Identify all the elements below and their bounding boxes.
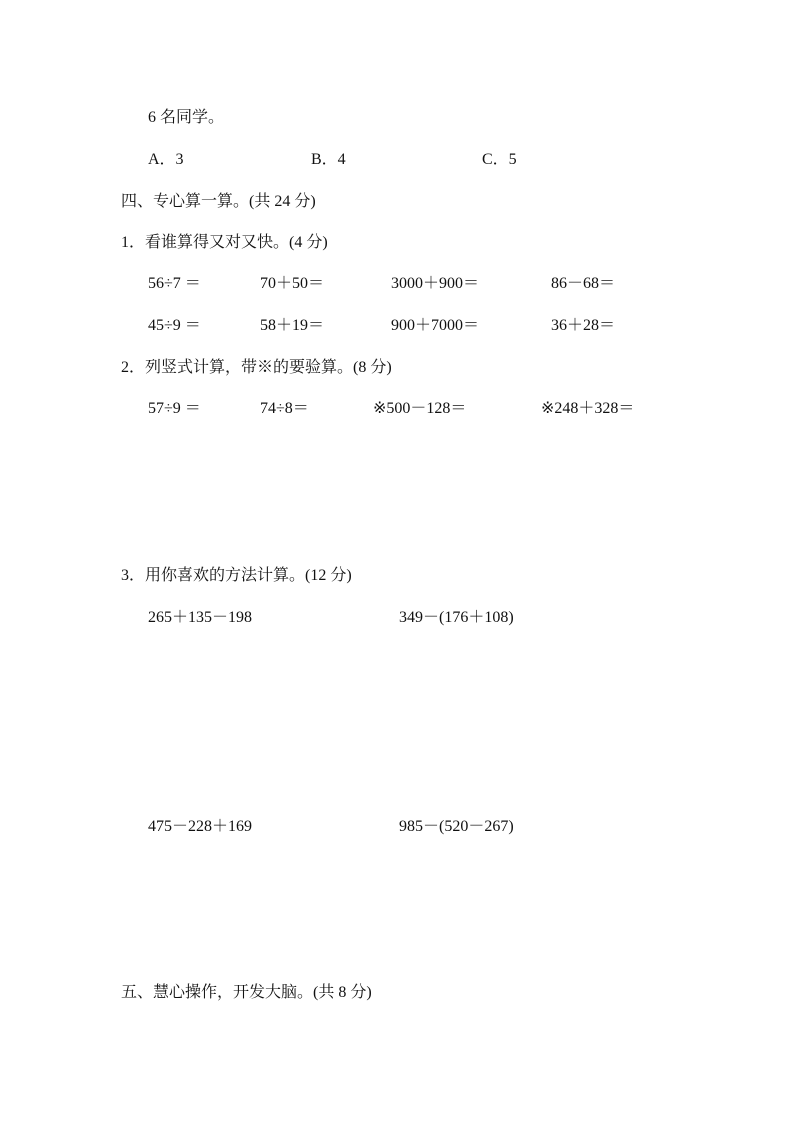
question-continuation: 6 名同学。 <box>148 109 225 126</box>
q2-title: 2．列竖式计算，带※的要验算。(8 分) <box>121 359 392 376</box>
q1-expr: 36＋28＝ <box>551 317 616 334</box>
q2-expr: 74÷8＝ <box>260 400 309 417</box>
q1-expr: 900＋7000＝ <box>391 317 480 334</box>
q1-expr: 45÷9 ＝ <box>148 317 201 334</box>
q1-expr: 3000＋900＝ <box>391 275 480 292</box>
q1-expr: 70＋50＝ <box>260 275 325 292</box>
q3-expr: 349－(176＋108) <box>399 609 514 626</box>
option-c: C．5 <box>482 151 517 168</box>
q1-title: 1．看谁算得又对又快。(4 分) <box>121 234 328 251</box>
q1-expr: 86－68＝ <box>551 275 616 292</box>
q3-expr: 265＋135－198 <box>148 609 253 626</box>
q2-expr: ※248＋328＝ <box>541 400 635 417</box>
q1-expr: 56÷7 ＝ <box>148 275 201 292</box>
q1-expr: 58＋19＝ <box>260 317 325 334</box>
q2-expr: 57÷9 ＝ <box>148 400 201 417</box>
q2-expr: ※500－128＝ <box>373 400 467 417</box>
q3-title: 3．用你喜欢的方法计算。(12 分) <box>121 567 352 584</box>
section-4-title: 四、专心算一算。(共 24 分) <box>121 193 316 210</box>
section-5-title: 五、慧心操作，开发大脑。(共 8 分) <box>121 984 372 1001</box>
q3-expr: 475－228＋169 <box>148 818 253 835</box>
q3-expr: 985－(520－267) <box>399 818 514 835</box>
option-a: A．3 <box>148 151 184 168</box>
option-b: B．4 <box>311 151 346 168</box>
